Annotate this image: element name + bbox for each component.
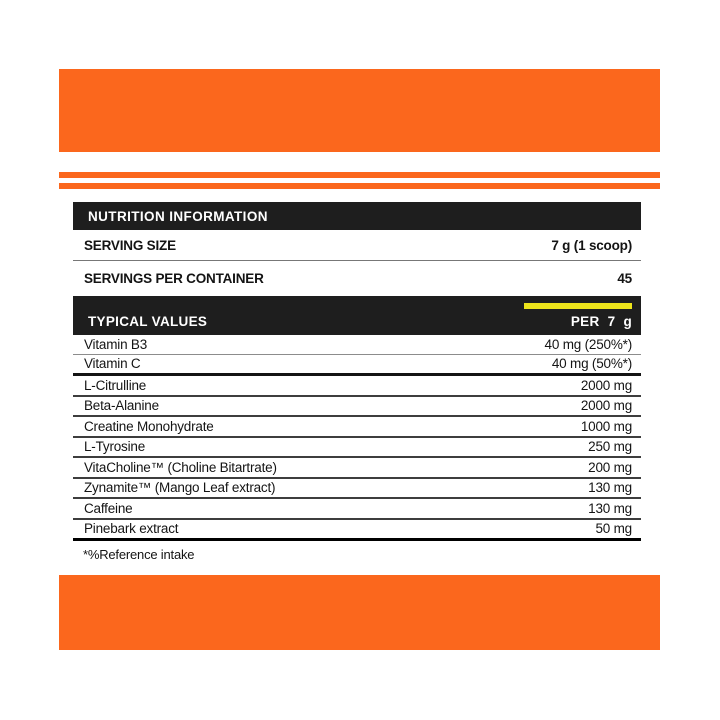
ingredient-name: L-Tyrosine <box>84 439 146 455</box>
orange-stripe-2 <box>59 183 660 189</box>
ingredient-amount: 1000 mg <box>580 418 632 434</box>
ingredient-amount: 40 mg (50%*) <box>551 356 632 372</box>
servings-per-container-row <box>73 261 641 296</box>
ingredient-name: Beta-Alanine <box>84 398 159 414</box>
ingredient-amount: 50 mg <box>595 521 632 537</box>
ingredient-name: Zynamite™ (Mango Leaf extract) <box>84 480 276 496</box>
ingredient-amount: 2000 mg <box>580 377 632 393</box>
ingredient-amount: 130 mg <box>588 500 632 516</box>
table-row <box>73 479 641 500</box>
serving-size-value: 7 g (1 scoop) <box>551 237 632 253</box>
table-row <box>73 335 641 355</box>
table-row <box>73 499 641 520</box>
bottom-orange-band <box>59 575 660 650</box>
typical-values-title: TYPICAL VALUES <box>88 314 208 329</box>
serving-size-label: SERVING SIZE <box>84 237 176 253</box>
servings-per-container-label: SERVINGS PER CONTAINER <box>84 271 264 286</box>
top-orange-band <box>59 69 660 152</box>
table-row <box>73 376 641 397</box>
ingredient-amount: 250 mg <box>588 439 632 455</box>
table-row <box>73 397 641 418</box>
table-row <box>73 355 641 377</box>
typical-values-header-bar <box>73 296 641 335</box>
ingredient-amount: 200 mg <box>588 459 632 475</box>
ingredient-name: Caffeine <box>84 500 133 516</box>
table-row <box>73 458 641 479</box>
per-serving-column-header: PER 7 g <box>570 314 632 329</box>
ingredient-name: Vitamin B3 <box>84 336 148 352</box>
orange-stripe-1 <box>59 172 660 178</box>
serving-size-row <box>73 230 641 261</box>
ingredient-name: L-Citrulline <box>84 377 147 393</box>
reference-intake-footnote: *%Reference intake <box>83 547 195 562</box>
ingredient-name: Creatine Monohydrate <box>84 418 214 434</box>
ingredient-name: Pinebark extract <box>84 521 179 537</box>
yellow-accent-stripe <box>524 303 632 309</box>
nutrition-header-bar <box>73 202 641 230</box>
ingredient-name: VitaCholine™ (Choline Bitartrate) <box>84 459 277 475</box>
servings-per-container-value: 45 <box>617 271 632 286</box>
ingredient-name: Vitamin C <box>84 356 141 372</box>
ingredient-amount: 2000 mg <box>580 398 632 414</box>
table-row <box>73 438 641 459</box>
table-row <box>73 417 641 438</box>
ingredient-amount: 40 mg (250%*) <box>544 336 632 352</box>
nutrition-header-title: NUTRITION INFORMATION <box>88 208 268 224</box>
ingredient-amount: 130 mg <box>588 480 632 496</box>
table-row <box>73 520 641 542</box>
nutrition-panel <box>73 202 641 562</box>
